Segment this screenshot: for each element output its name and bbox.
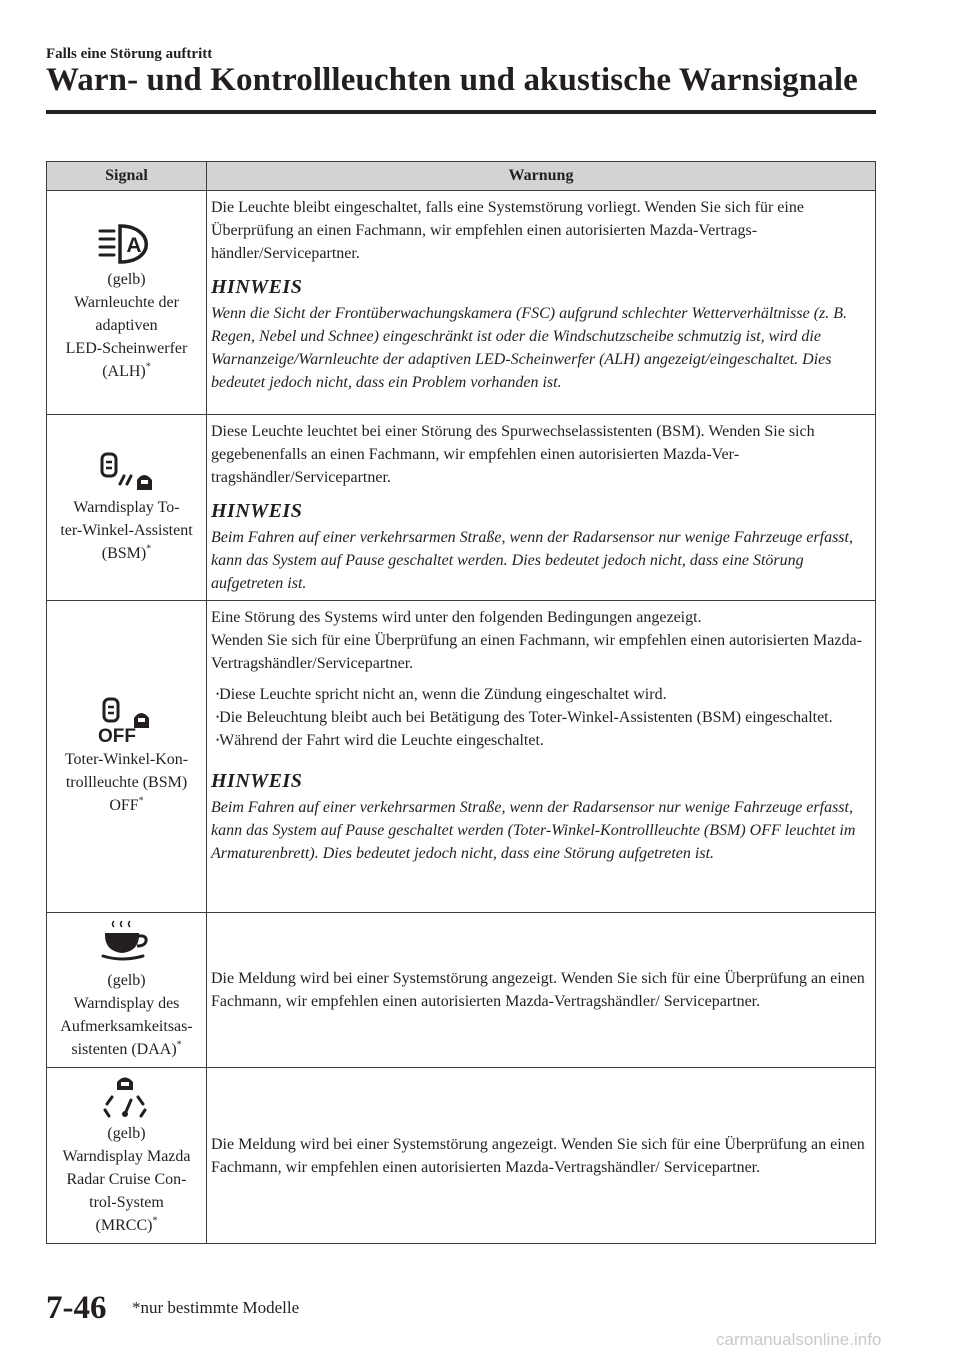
signal-label: (gelb) Warndisplay Mazda Radar Cruise Con- trol-System (MRCC)* xyxy=(62,1125,191,1234)
warning-text: Diese Leuchte leuchtet bei einer Störung des Spurwechselassistenten (BSM). Wenden Sie sich gegebenenfalls an einen Fachmann, wir empfehlen einen autorisierten Mazda-Vertragshändler/Servicepartner. xyxy=(211,423,815,486)
table-row xyxy=(47,601,876,913)
signal-cell xyxy=(47,601,207,913)
section-label: Falls eine Störung auftritt xyxy=(46,46,213,62)
warning-cell xyxy=(207,913,876,1068)
radar-cruise-warning-icon xyxy=(99,1074,155,1120)
watermark: carmanualsonline.info xyxy=(716,1330,882,1349)
list-item: • Diese Leuchte spricht nicht an, wenn die Zündung eingeschaltet wird. xyxy=(216,683,871,706)
table-row xyxy=(47,1068,876,1244)
signal-cell xyxy=(47,1068,207,1244)
page-number: 7-46 xyxy=(46,1290,107,1326)
off-label: OFF xyxy=(97,726,136,746)
list-item: • Während der Fahrt wird die Leuchte eingeschaltet. xyxy=(216,729,871,752)
signal-cell xyxy=(47,191,207,415)
signal-label: Warndisplay To- ter-Winkel-Assistent (BSM)* xyxy=(60,499,193,562)
asterisk: * xyxy=(138,795,144,807)
note-text: Beim Fahren auf einer verkehrsarmen Straße, wenn der Radarsensor nur wenige Fahrzeuge erfasst, kann das System auf Pause geschaltet werden. Dies bedeutet jedoch nicht, dass eine Störung aufgetreten ist. xyxy=(211,529,853,592)
signal-label: Toter-Winkel-Kon- trollleuchte (BSM) OFF* xyxy=(64,751,189,814)
asterisk: * xyxy=(176,1039,182,1051)
asterisk: * xyxy=(152,1215,158,1227)
signal-label: (gelb) Warnleuchte der adaptiven LED-Scheinwerfer (ALH)* xyxy=(65,271,188,380)
note-text: Beim Fahren auf einer verkehrsarmen Straße, wenn der Radarsensor nur wenige Fahrzeuge erfasst, kann das System auf Pause geschaltet werden (Toter-Winkel-Kontrollleuchte (BSM) OFF leuchtet im Armaturenbrett). Dies bedeutet jedoch nicht, dass eine Störung aufgetreten ist. xyxy=(211,799,856,862)
footnote: *nur bestimmte Modelle xyxy=(132,1298,300,1317)
warning-text: Die Meldung wird bei einer Systemstörung angezeigt. Wenden Sie sich für eine Überprüfung an einen Fachmann, wir empfehlen einen autorisierten Mazda-Vertragshändler/ Servicepartner. xyxy=(211,1135,865,1176)
signal-cell xyxy=(47,415,207,601)
note-heading: HINWEIS xyxy=(211,500,303,522)
warning-cell xyxy=(207,601,876,913)
asterisk: * xyxy=(146,543,152,555)
warning-cell xyxy=(207,191,876,415)
coffee-cup-icon xyxy=(99,919,155,967)
table-row xyxy=(47,913,876,1068)
table-header-row xyxy=(47,162,876,191)
signal-label: (gelb) Warndisplay des Aufmerksamkeitsas- sistenten (DAA)* xyxy=(60,972,193,1058)
list-item: • Die Beleuchtung bleibt auch bei Betätigung des Toter-Winkel-Assistenten (BSM) eingeschaltet. xyxy=(216,706,871,729)
blind-spot-warning-icon xyxy=(96,450,158,494)
note-heading: HINWEIS xyxy=(211,276,303,298)
asterisk: * xyxy=(145,361,151,373)
condition-list xyxy=(211,683,871,752)
column-header-signal: Signal xyxy=(47,162,207,191)
alh-letter: A xyxy=(125,234,142,257)
warning-text: Eine Störung des Systems wird unter den folgenden Bedingungen angezeigt. Wenden Sie sich für eine Überprüfung an einen Fachmann, wir empfehlen einen autorisierten Mazda-Vertragshändler/Servicepartner. xyxy=(211,609,862,672)
signal-cell xyxy=(47,913,207,1068)
auto-headlight-warning-icon xyxy=(96,222,158,266)
warning-cell xyxy=(207,415,876,601)
title-rule xyxy=(46,110,876,114)
column-header-warning: Warnung xyxy=(207,162,876,191)
warning-cell xyxy=(207,1068,876,1244)
warning-text: Die Leuchte bleibt eingeschaltet, falls eine Systemstörung vorliegt. Wenden Sie sich für eine Überprüfung an einen Fachmann, wir empfehlen einen autorisierten Mazda-Vertragshändler/Servicepartner. xyxy=(211,199,804,262)
note-heading: HINWEIS xyxy=(211,770,303,792)
blind-spot-off-icon xyxy=(96,696,158,746)
warning-text: Die Meldung wird bei einer Systemstörung angezeigt. Wenden Sie sich für eine Überprüfung an einen Fachmann, wir empfehlen einen autorisierten Mazda-Vertragshändler/ Servicepartner. xyxy=(211,970,865,1010)
warning-table xyxy=(46,161,876,1244)
page-title: Warn- und Kontrollleuchten und akustische Warnsignale xyxy=(46,62,858,98)
table-row xyxy=(47,191,876,415)
note-text: Wenn die Sicht der Frontüberwachungskamera (FSC) aufgrund schlechter Wetterverhältnisse (z. B. Regen, Nebel und Schnee) eingeschränkt ist oder die Windschutzscheibe schmutzig ist, wird die Warnanzeige/Warnleuchte der adaptiven LED-Scheinwerfer (ALH) angezeigt/eingeschaltet. Dies bedeutet jedoch nicht, dass ein Problem vorhanden ist. xyxy=(211,305,848,391)
table-row xyxy=(47,415,876,601)
